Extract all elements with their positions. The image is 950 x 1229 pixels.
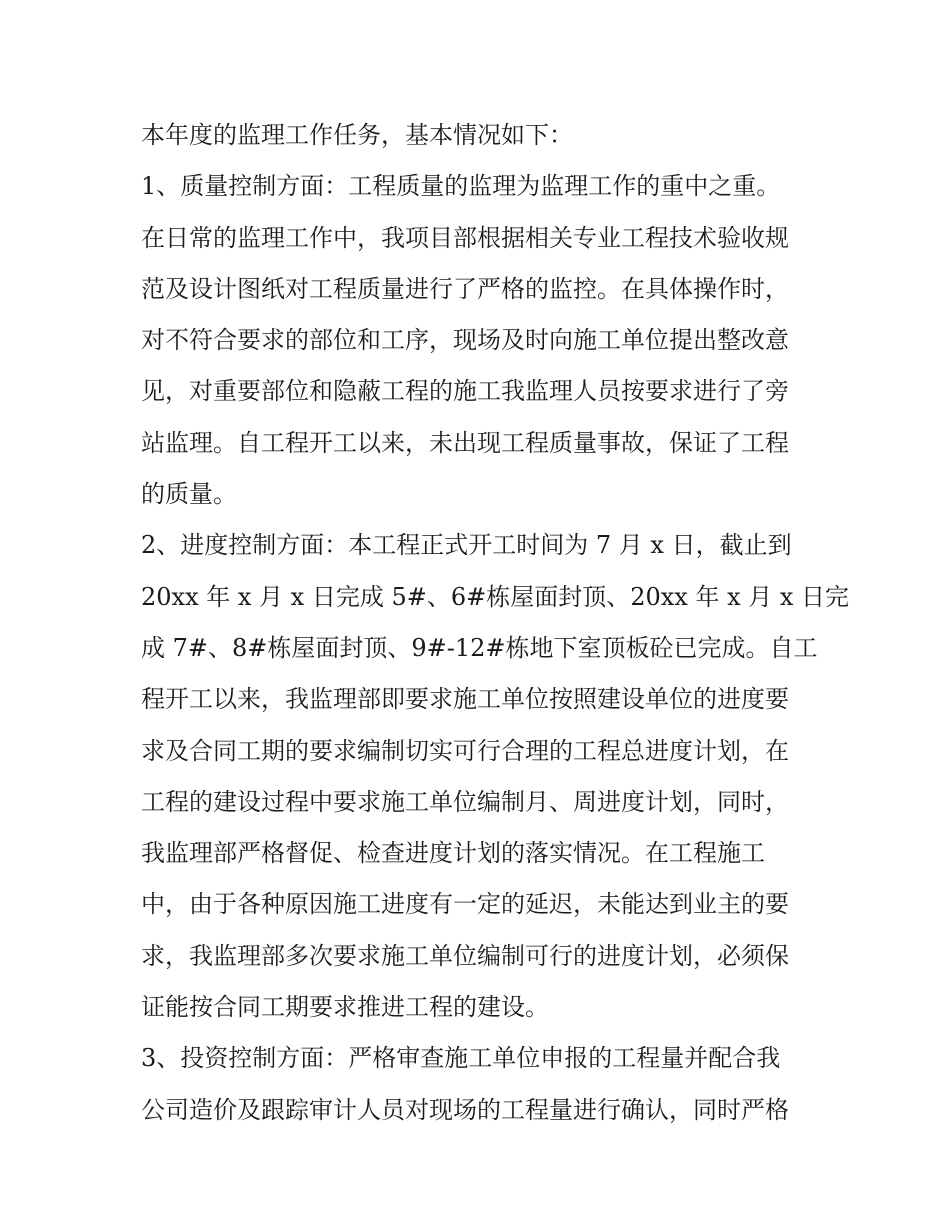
text-line: 程开工以来，我监理部即要求施工单位按照建设单位的进度要: [141, 685, 789, 714]
text-line: 成 7#、8#栋屋面封顶、9#-12#栋地下室顶板砼已完成。自工: [141, 633, 818, 662]
text-line: 求及合同工期的要求编制切实可行合理的工程总进度计划，在: [141, 736, 789, 765]
text-line: 中，由于各种原因施工进度有一定的延迟，未能达到业主的要: [141, 890, 789, 919]
text-line: 在日常的监理工作中，我项目部根据相关专业工程技术验收规: [141, 223, 789, 252]
text-line: 公司造价及跟踪审计人员对现场的工程量进行确认，同时严格: [141, 1095, 789, 1124]
text-line: 范及设计图纸对工程质量进行了严格的监控。在具体操作时，: [141, 274, 789, 303]
text-line: 20xx 年 x 月 x 日完成 5#、6#栋屋面封顶、20xx 年 x 月 x 日完: [141, 582, 850, 611]
text-line: 求，我监理部多次要求施工单位编制可行的进度计划，必须保: [141, 941, 789, 970]
text-line: 工程的建设过程中要求施工单位编制月、周进度计划，同时，: [141, 787, 789, 816]
text-line: 本年度的监理工作任务，基本情况如下：: [141, 121, 573, 149]
text-line: 见，对重要部位和隐蔽工程的施工我监理人员按要求进行了旁: [141, 377, 789, 406]
text-line: 站监理。自工程开工以来，未出现工程质量事故，保证了工程: [141, 428, 789, 457]
text-line: 我监理部严格督促、检查进度计划的落实情况。在工程施工: [141, 839, 765, 868]
text-line: 证能按合同工期要求推进工程的建设。: [141, 993, 549, 1022]
text-line: 的质量。: [141, 480, 237, 509]
text-line: 2、进度控制方面：本工程正式开工时间为 7 月 x 日，截止到: [141, 531, 792, 560]
text-line: 3、投资控制方面：严格审查施工单位申报的工程量并配合我: [141, 1044, 781, 1073]
text-line: 对不符合要求的部位和工序，现场及时向施工单位提出整改意: [141, 326, 789, 355]
text-line: 1、质量控制方面：工程质量的监理为监理工作的重中之重。: [141, 172, 781, 201]
document-body: [141, 110, 850, 1136]
